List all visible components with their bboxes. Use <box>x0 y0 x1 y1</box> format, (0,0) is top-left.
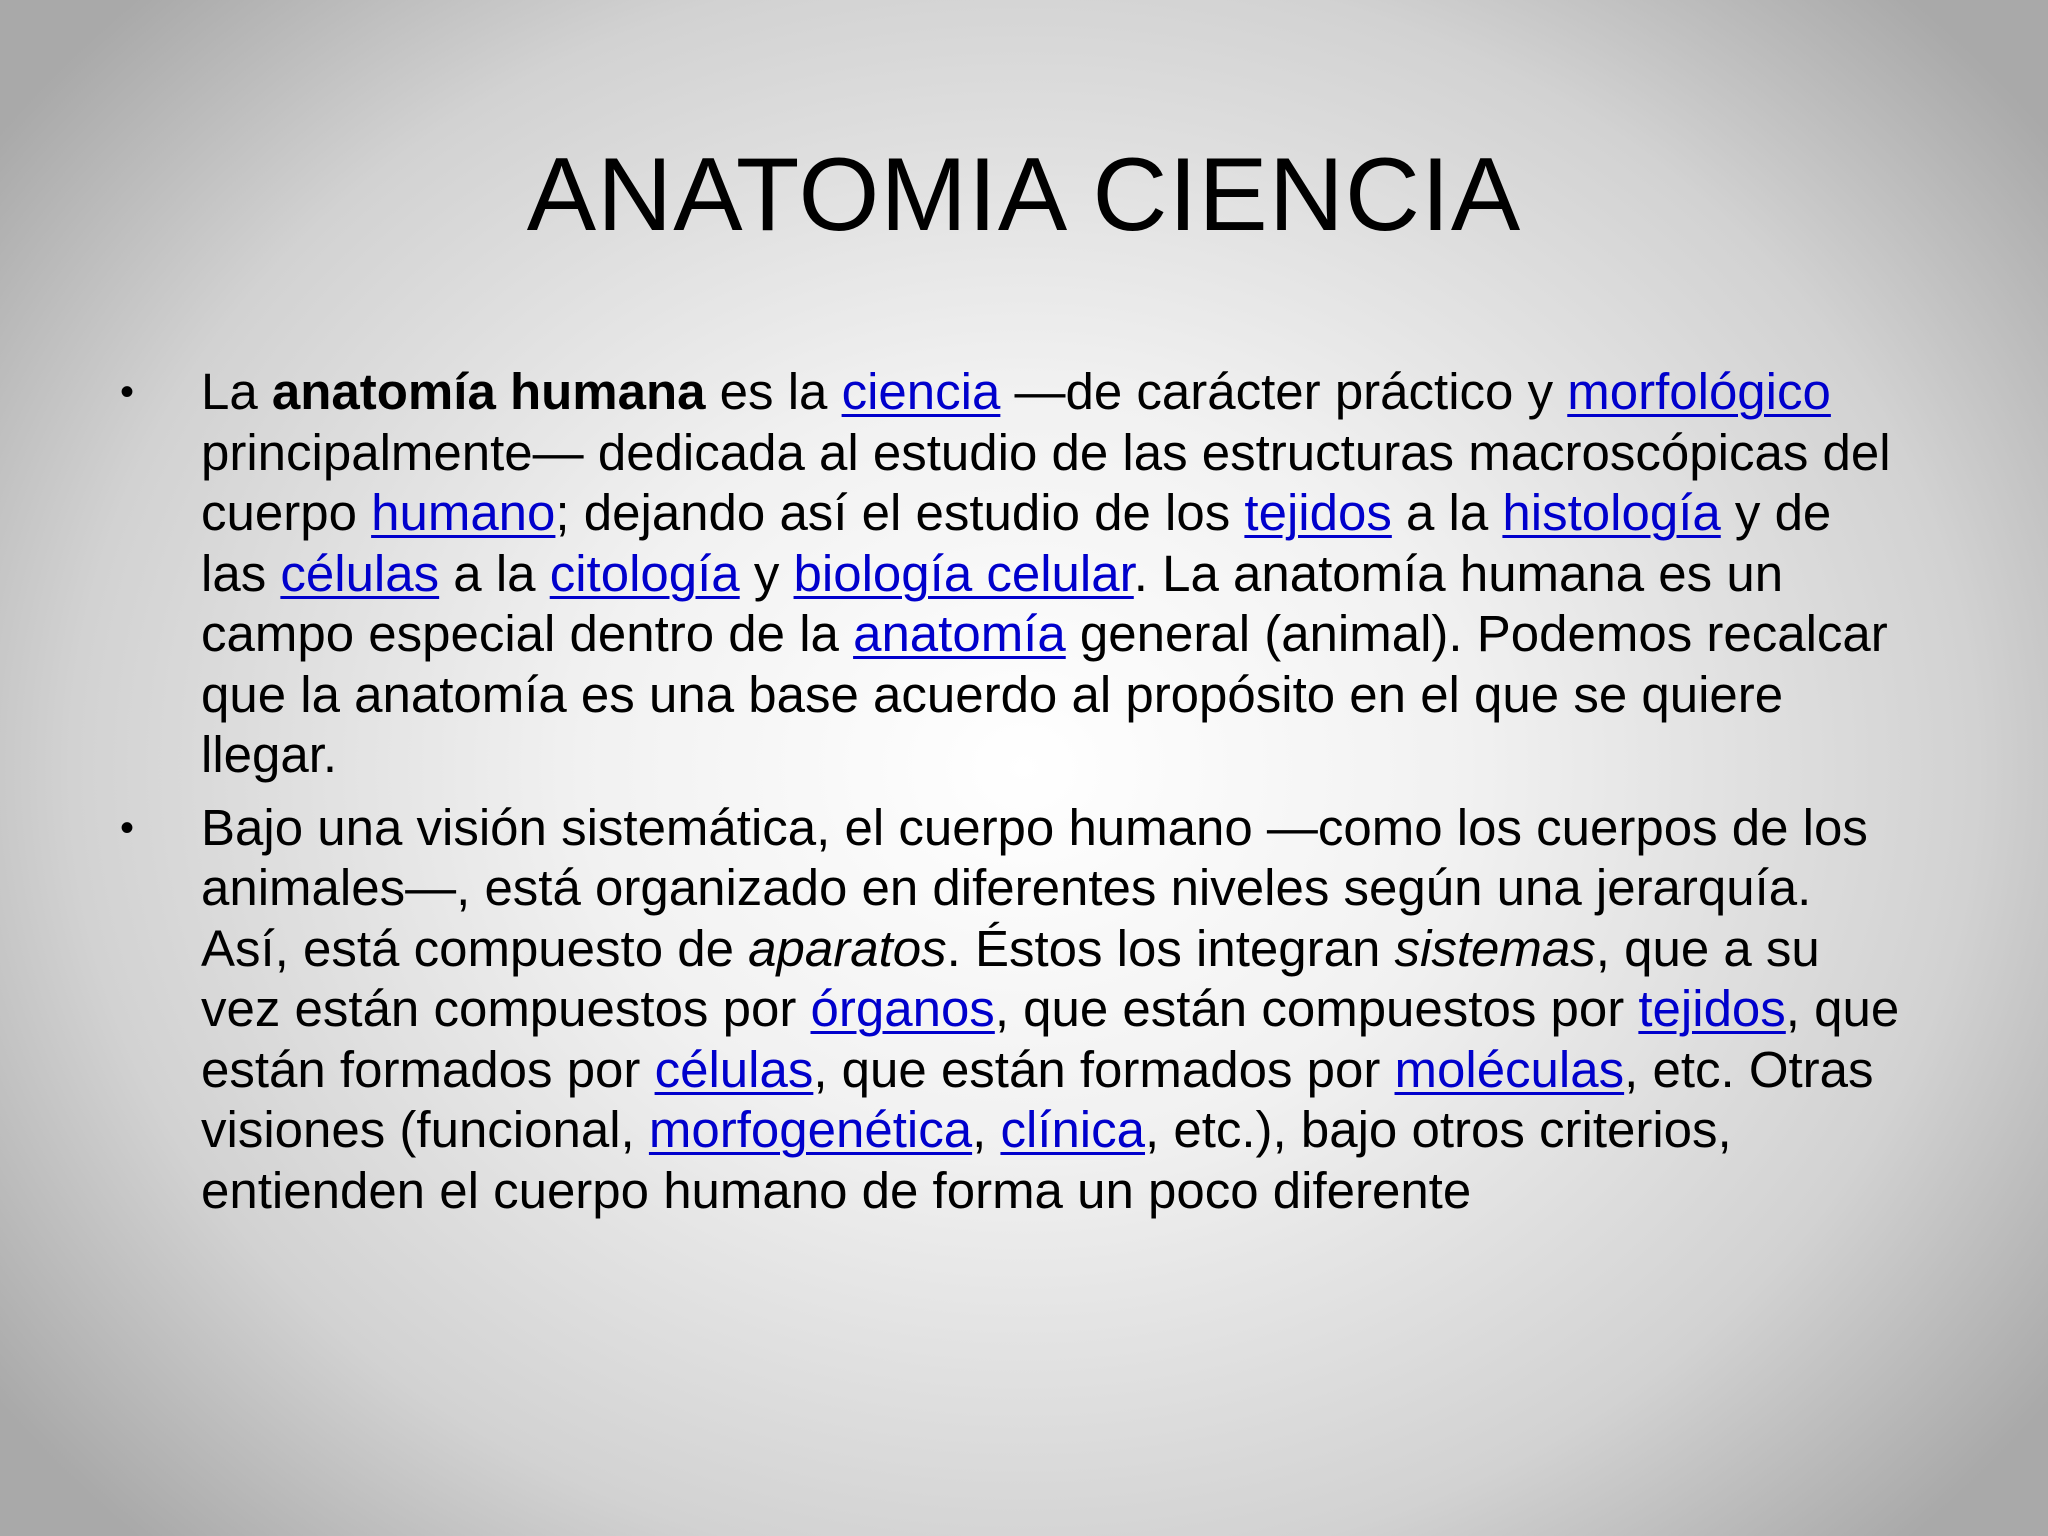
text-segment: , que están formados por <box>813 1040 1395 1098</box>
text-segment: , etc.), bajo otros criterios, entienden el cuerpo humano de forma un poco diferente <box>201 1101 1732 1219</box>
hyperlink[interactable]: moléculas <box>1394 1040 1625 1098</box>
bullet-item <box>120 362 1910 786</box>
text-segment: , que a su vez están compuestos por <box>201 919 1820 1037</box>
text-segment: a la <box>439 544 550 602</box>
text-segment: La <box>201 363 272 420</box>
hyperlink[interactable]: ciencia <box>841 363 1001 420</box>
hyperlink[interactable]: clínica <box>1000 1101 1145 1158</box>
bullet-text <box>201 799 1899 1219</box>
text-segment: a la <box>1391 484 1503 541</box>
bullet-item <box>120 798 1910 1222</box>
text-segment: . Éstos los integran <box>946 919 1395 977</box>
bullet-dot-icon: • <box>120 370 135 414</box>
text-segment: y de las <box>201 484 1832 602</box>
hyperlink[interactable]: histología <box>1502 484 1721 541</box>
text-segment: y <box>739 544 794 602</box>
text-segment: , etc. Otras visiones (funcional, <box>201 1040 1874 1158</box>
hyperlink[interactable]: órganos <box>810 980 995 1037</box>
italic-text: sistemas <box>1394 919 1596 977</box>
bullet-text <box>201 363 1891 783</box>
text-segment: principalmente— dedicada al estudio de las estructuras macroscópicas del cuerpo <box>201 423 1891 541</box>
bold-text: anatomía humana <box>271 363 706 420</box>
hyperlink[interactable]: células <box>280 544 440 602</box>
text-segment: , que están formados por <box>201 980 1900 1098</box>
hyperlink[interactable]: citología <box>549 544 740 602</box>
text-segment: , que están compuestos por <box>994 980 1639 1037</box>
text-segment: . La anatomía humana es un campo especial dentro de la <box>201 544 1784 662</box>
hyperlink[interactable]: biología celular <box>793 544 1134 602</box>
slide-title: ANATOMIA CIENCIA <box>526 137 1522 253</box>
hyperlink[interactable]: tejidos <box>1638 980 1786 1037</box>
hyperlink[interactable]: células <box>654 1040 814 1098</box>
italic-text: aparatos <box>748 919 947 977</box>
hyperlink[interactable]: humano <box>371 484 556 541</box>
text-segment: , <box>972 1101 1001 1158</box>
bullet-list <box>120 362 1910 1233</box>
hyperlink[interactable]: anatomía <box>853 605 1066 662</box>
text-segment: Bajo una visión sistemática, el cuerpo humano —como los cuerpos de los animales—, está organizado en diferentes niveles según una jerarquía. Así, está compuesto de <box>201 798 1868 977</box>
hyperlink[interactable]: tejidos <box>1244 484 1392 541</box>
hyperlink[interactable]: morfogenética <box>648 1101 973 1158</box>
bullet-dot-icon: • <box>120 805 135 850</box>
text-segment: —de carácter práctico y <box>1000 363 1568 420</box>
hyperlink[interactable]: morfológico <box>1567 363 1831 420</box>
text-segment: ; dejando así el estudio de los <box>555 484 1245 541</box>
text-segment: general (animal). Podemos recalcar que la anatomía es una base acuerdo al propósito en el que se quiere llegar. <box>201 605 1888 783</box>
text-segment: es la <box>705 363 842 420</box>
